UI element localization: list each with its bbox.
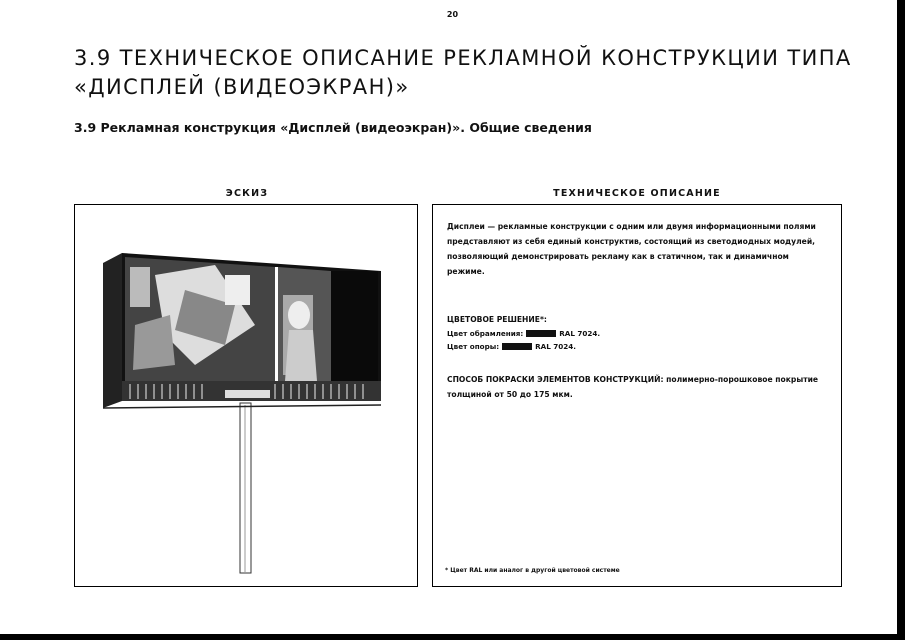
support-color-label: Цвет опоры:: [447, 342, 500, 351]
sketch-heading: ЭСКИЗ: [225, 188, 269, 199]
billboard-side-frame: [103, 253, 122, 408]
tech-panel: [432, 204, 842, 587]
support-color-line: [447, 339, 827, 354]
color-section-title: ЦВЕТОВОЕ РЕШЕНИЕ*:: [447, 315, 547, 324]
frame-color-label: Цвет обрамления:: [447, 329, 524, 338]
section-subtitle: 3.9 Рекламная конструкция «Дисплей (видеоэкран)». Общие сведения: [74, 120, 592, 135]
frame-color-swatch: [526, 330, 556, 337]
support-color-swatch: [502, 343, 532, 350]
scan-edge-bottom: [0, 634, 905, 640]
sketch-panel: [74, 204, 418, 587]
frame-color-value: RAL 7024.: [559, 329, 601, 338]
page-number: 20: [446, 10, 459, 19]
tech-heading: ТЕХНИЧЕСКОЕ ОПИСАНИЕ: [553, 188, 721, 199]
footnote: * Цвет RAL или аналог в другой цветовой системе: [445, 567, 620, 574]
painting-method-text: СПОСОБ ПОКРАСКИ ЭЛЕМЕНТОВ КОНСТРУКЦИЙ: полимерно-порошковое покрытие толщиной от 50 до 175 мкм.: [447, 375, 819, 399]
page-title: 3.9 ТЕХНИЧЕСКОЕ ОПИСАНИЕ РЕКЛАМНОЙ КОНСТРУКЦИИ ТИПА «ДИСПЛЕЙ (ВИДЕОЭКРАН)»: [74, 46, 852, 99]
support-color-value: RAL 7024.: [535, 342, 577, 351]
scan-edge-right: [897, 0, 905, 640]
billboard-illustration: [75, 205, 416, 585]
description-text: Дисплеи — рекламные конструкции с одним или двумя информационными полями представляют из себя единый конструктив, состоящий из светодиодных модулей, позволяющий демонстрировать рекламу как в статичном, так и динамичном режиме.: [447, 222, 816, 276]
